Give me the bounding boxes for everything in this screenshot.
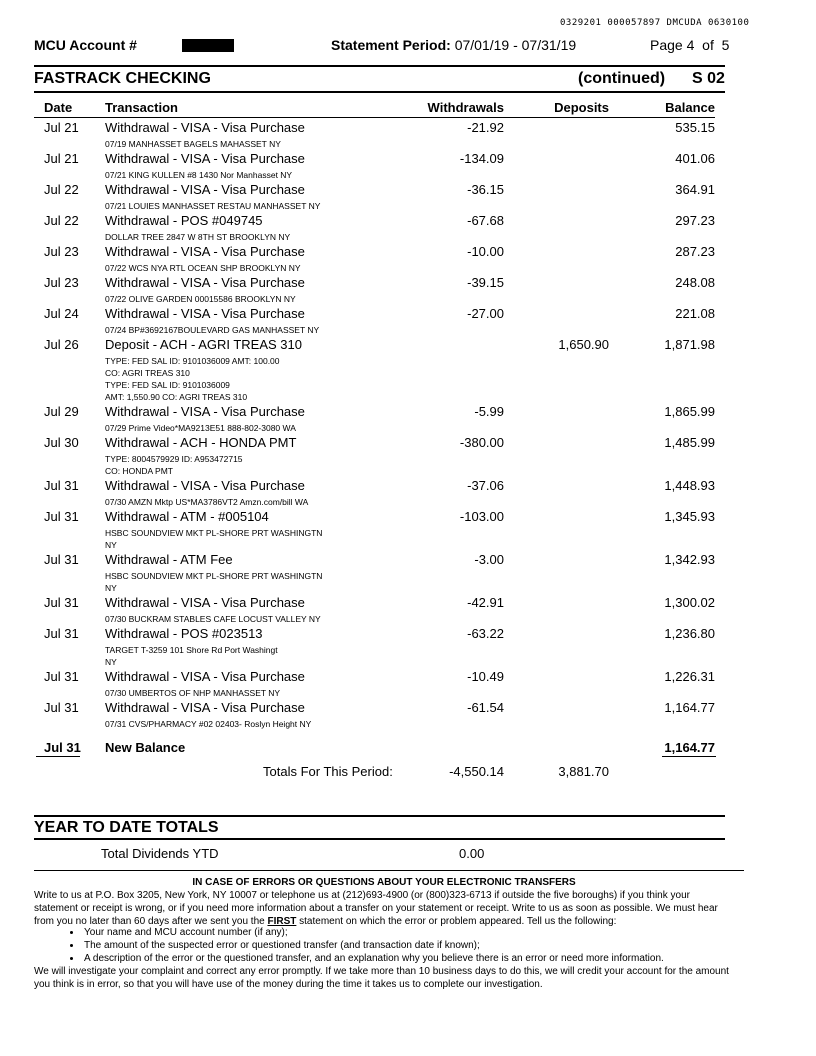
transaction-detail-line: NY [105,540,117,550]
transaction-balance: 535.15 [675,120,715,135]
transaction-detail-line: 07/30 AMZN Mktp US*MA3786VT2 Amzn.com/bill WA [105,497,309,507]
transaction-description: Withdrawal - VISA - Visa Purchase [105,478,305,493]
transaction-details [105,570,345,594]
transaction-description: Withdrawal - VISA - Visa Purchase [105,244,305,259]
page-number: Page 4 of 5 [650,37,730,53]
transaction-date: Jul 21 [44,151,79,166]
transaction-detail-line: 07/30 BUCKRAM STABLES CAFE LOCUST VALLEY NY [105,614,321,624]
transaction-withdrawal: -36.15 [467,182,504,197]
col-balance: Balance [665,100,715,115]
transaction-balance: 297.23 [675,213,715,228]
footer-paragraph-2: We will investigate your complaint and correct any error promptly. If we take more than 10 business days to do this, we will credit your account for the amount you think is in error, so that you will have use of the money during the time it takes us to complete our investigation. [34,966,729,990]
ytd-top-rule [34,815,725,817]
statement-period: Statement Period: 07/01/19 - 07/31/19 [331,37,577,53]
transaction-date: Jul 24 [44,306,79,321]
footer-rule [34,870,744,871]
transaction-balance: 221.08 [675,306,715,321]
transaction-description: Deposit - ACH - AGRI TREAS 310 [105,337,302,352]
col-transaction: Transaction [105,100,178,115]
transaction-details [105,169,345,181]
col-deposits: Deposits [554,100,609,115]
transaction-balance: 1,448.93 [664,478,715,493]
transaction-withdrawal: -27.00 [467,306,504,321]
transaction-withdrawal: -3.00 [474,552,504,567]
transaction-detail-line: TYPE: FED SAL ID: 9101036009 AMT: 100.00 [105,356,280,366]
footer-paragraph-1: Write to us at P.O. Box 3205, New York, NY 10007 or telephone us at (212)693-4900 (or (800)323-6713 if outside the five boroughs) if you think your statement or receipt is wrong, or if you need more information about a transfer on your statement or receipt. Write to us as soon as possible. We must hear from you no later than 60 days after we sent you the FIRST statement on which the error or problem appeared. Tell us the following: [34,890,718,927]
transaction-detail-line: NY [105,583,117,593]
transaction-details [105,687,345,699]
transaction-balance: 1,871.98 [664,337,715,352]
transaction-details [105,496,345,508]
transaction-balance: 248.08 [675,275,715,290]
transaction-details [105,231,345,243]
transaction-withdrawal: -5.99 [474,404,504,419]
transaction-balance: 1,226.31 [664,669,715,684]
section-title: FASTRACK CHECKING [34,70,211,87]
transaction-detail-line: TYPE: 8004579929 ID: A953472715 [105,454,243,464]
transaction-withdrawal: -42.91 [467,595,504,610]
transaction-detail-line: 07/31 CVS/PHARMACY #02 02403- Roslyn Height NY [105,719,312,729]
transaction-detail-line: 07/22 WCS NYA RTL OCEAN SHP BROOKLYN NY [105,263,301,273]
transaction-withdrawal: -134.09 [459,151,504,166]
transaction-detail-line: AMT: 1,550.90 CO: AGRI TREAS 310 [105,392,248,402]
column-header-rule [34,117,715,118]
transaction-detail-line: NY [105,657,117,667]
transaction-date: Jul 31 [44,626,79,641]
transaction-detail-line: TARGET T-3259 101 Shore Rd Port Washingt [105,645,278,655]
header-rule [34,65,725,67]
transaction-description: Withdrawal - VISA - Visa Purchase [105,595,305,610]
transaction-date: Jul 23 [44,244,79,259]
transaction-date: Jul 31 [44,669,79,684]
footer-heading: IN CASE OF ERRORS OR QUESTIONS ABOUT YOUR ELECTRONIC TRANSFERS [192,877,576,888]
transaction-date: Jul 29 [44,404,79,419]
transaction-withdrawal: -10.00 [467,244,504,259]
transaction-withdrawal: -61.54 [467,700,504,715]
transaction-detail-line: 07/30 UMBERTOS OF NHP MANHASSET NY [105,688,281,698]
new-balance-date: Jul 31 [44,740,81,755]
transaction-details [105,324,345,336]
transaction-balance: 1,300.02 [664,595,715,610]
footer-bullet: • Your name and MCU account number (if any); [82,926,782,939]
transaction-withdrawal: -39.15 [467,275,504,290]
transaction-description: Withdrawal - VISA - Visa Purchase [105,182,305,197]
transaction-details [105,262,345,274]
transaction-description: Withdrawal - ACH - HONDA PMT [105,435,297,450]
new-balance-amount: 1,164.77 [664,740,715,755]
transaction-description: Withdrawal - VISA - Visa Purchase [105,275,305,290]
transaction-date: Jul 22 [44,213,79,228]
transaction-detail-line: 07/19 MANHASSET BAGELS MAHASSET NY [105,139,281,149]
transaction-date: Jul 21 [44,120,79,135]
ytd-bottom-rule [34,838,725,840]
transaction-withdrawal: -21.92 [467,120,504,135]
transaction-details [105,200,345,212]
transaction-detail-line: 07/24 BP#3692167BOULEVARD GAS MANHASSET NY [105,325,320,335]
account-label: MCU Account # [34,37,137,53]
transaction-description: Withdrawal - ATM - #005104 [105,509,269,524]
transaction-date: Jul 31 [44,509,79,524]
ytd-title: YEAR TO DATE TOTALS [34,819,219,836]
transaction-detail-line: 07/21 LOUIES MANHASSET RESTAU MANHASSET NY [105,201,321,211]
transaction-details [105,644,345,668]
transaction-description: Withdrawal - VISA - Visa Purchase [105,700,305,715]
transaction-details [105,453,345,477]
transaction-detail-line: CO: AGRI TREAS 310 [105,368,190,378]
transaction-balance: 1,236.80 [664,626,715,641]
transaction-details [105,718,345,730]
transaction-withdrawal: -67.68 [467,213,504,228]
transaction-details [105,613,345,625]
transaction-description: Withdrawal - POS #023513 [105,626,263,641]
transaction-withdrawal: -380.00 [459,435,504,450]
transaction-detail-line: TYPE: FED SAL ID: 9101036009 [105,380,230,390]
transaction-description: Withdrawal - VISA - Visa Purchase [105,120,305,135]
transaction-detail-line: DOLLAR TREE 2847 W 8TH ST BROOKLYN NY [105,232,291,242]
transaction-balance: 401.06 [675,151,715,166]
redacted-account-number [182,39,234,52]
transaction-detail-line: 07/21 KING KULLEN #8 1430 Nor Manhasset NY [105,170,293,180]
new-balance-label: New Balance [105,740,186,755]
transaction-withdrawal: -103.00 [459,509,504,524]
totals-label: Totals For This Period: [263,764,393,779]
transaction-description: Withdrawal - VISA - Visa Purchase [105,306,305,321]
transaction-withdrawal: -10.49 [467,669,504,684]
transaction-details [105,527,345,551]
totals-deposits: 3,881.70 [558,764,609,779]
transaction-date: Jul 30 [44,435,79,450]
transaction-withdrawal: -37.06 [467,478,504,493]
transaction-detail-line: 07/22 OLIVE GARDEN 00015586 BROOKLYN NY [105,294,296,304]
col-date: Date [44,100,73,115]
transaction-description: Withdrawal - VISA - Visa Purchase [105,669,305,684]
ytd-dividends-value: 0.00 [459,846,485,861]
col-withdrawals: Withdrawals [427,100,504,115]
transaction-description: Withdrawal - VISA - Visa Purchase [105,404,305,419]
transaction-balance: 1,485.99 [664,435,715,450]
transaction-detail-line: HSBC SOUNDVIEW MKT PL-SHORE PRT WASHINGTN [105,571,323,581]
footer-bullet: • A description of the error or the questioned transfer, and an explanation why you believe there is an error or need more information. [82,952,782,965]
transaction-description: Withdrawal - VISA - Visa Purchase [105,151,305,166]
transaction-date: Jul 31 [44,552,79,567]
footer-bullet-list [34,926,782,965]
transaction-detail-line: CO: HONDA PMT [105,466,174,476]
transaction-details [105,355,345,403]
transaction-date: Jul 26 [44,337,79,352]
transaction-balance: 1,164.77 [664,700,715,715]
transaction-date: Jul 31 [44,595,79,610]
section-rule [34,91,725,93]
new-balance-underline-amount [662,756,716,757]
transaction-balance: 1,342.93 [664,552,715,567]
transaction-withdrawal: -63.22 [467,626,504,641]
transaction-balance: 1,345.93 [664,509,715,524]
transaction-date: Jul 22 [44,182,79,197]
transaction-details [105,422,345,434]
new-balance-underline-date [36,756,80,757]
transaction-detail-line: 07/29 Prime Video*MA9213E51 888-802-3080 WA [105,423,296,433]
transaction-description: Withdrawal - POS #049745 [105,213,263,228]
transaction-balance: 364.91 [675,182,715,197]
section-code: S 02 [692,70,725,87]
transaction-deposit: 1,650.90 [558,337,609,352]
transaction-details [105,293,345,305]
section-continued: (continued) [578,70,666,87]
ytd-dividends-label: Total Dividends YTD [101,846,219,861]
transaction-detail-line: HSBC SOUNDVIEW MKT PL-SHORE PRT WASHINGTN [105,528,323,538]
totals-withdrawals: -4,550.14 [449,764,504,779]
transaction-date: Jul 31 [44,478,79,493]
transaction-date: Jul 23 [44,275,79,290]
footer-bullet: • The amount of the suspected error or questioned transfer (and transaction date if known); [82,939,782,952]
transaction-balance: 287.23 [675,244,715,259]
barcode-text: 0329201 000057897 DMCUDA 0630100 [560,18,750,28]
transaction-details [105,138,345,150]
transaction-balance: 1,865.99 [664,404,715,419]
transaction-date: Jul 31 [44,700,79,715]
transaction-description: Withdrawal - ATM Fee [105,552,233,567]
